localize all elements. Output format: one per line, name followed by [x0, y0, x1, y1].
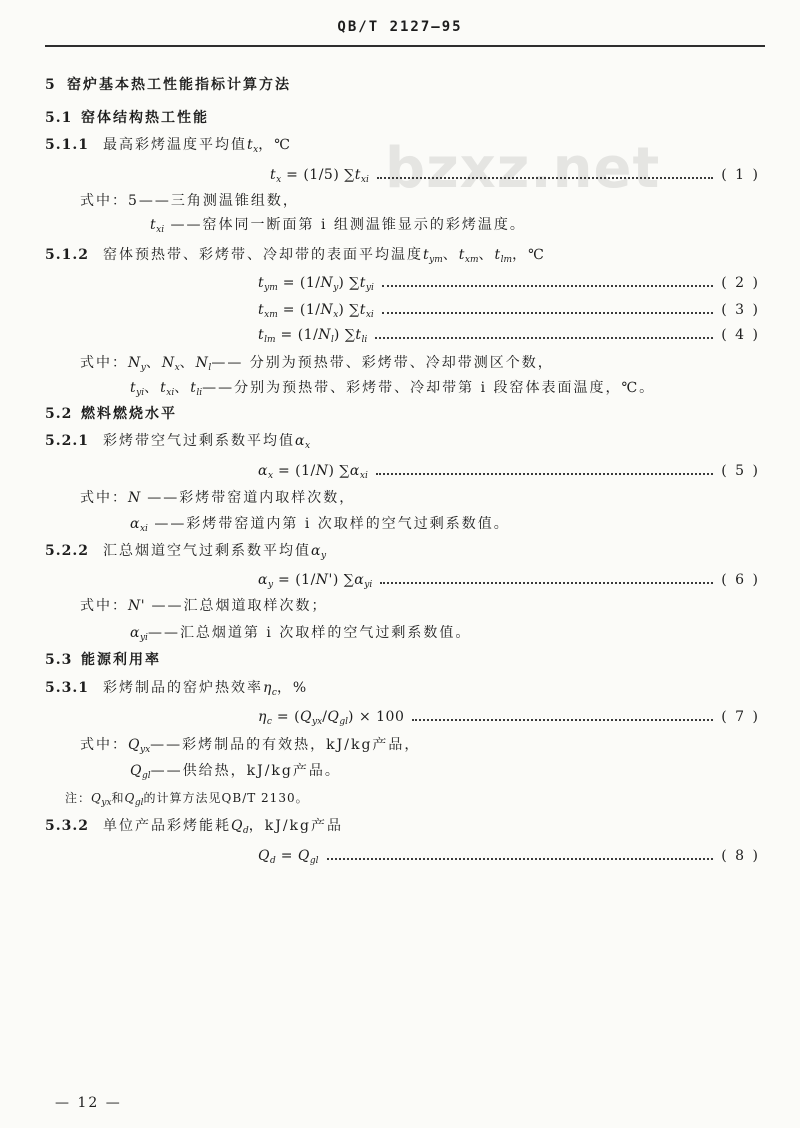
text-run: 单位产品彩烤能耗	[103, 818, 231, 834]
clause-heading-5-3-2	[45, 817, 343, 835]
equation-number: ( 5 )	[721, 463, 760, 479]
clause-number: 5.2.2	[45, 543, 89, 559]
clause-title	[103, 543, 326, 559]
text-run: 、	[144, 380, 161, 396]
section-number: 5.3	[45, 652, 73, 668]
text-run: = (1/5) ∑	[281, 167, 355, 183]
section-title	[81, 652, 161, 668]
math-variable: t	[247, 137, 254, 153]
formula-5	[258, 462, 760, 480]
text-run: = (1/	[273, 572, 316, 588]
math-variable: η	[263, 680, 272, 696]
math-variable: t	[258, 302, 265, 318]
math-variable: N'	[315, 572, 333, 588]
where-label: 式中：	[80, 737, 128, 753]
math-variable: α	[349, 463, 360, 479]
where-label: 式中：	[80, 193, 128, 209]
clause-title	[103, 818, 343, 834]
where-text	[128, 355, 554, 371]
math-subscript: xi	[365, 310, 374, 320]
section-number: 5	[45, 77, 56, 93]
math-subscript: xi	[360, 175, 369, 185]
text-run: 和	[111, 791, 125, 805]
leader-dots	[412, 719, 713, 721]
math-subscript: l	[208, 363, 212, 373]
math-variable: Q	[231, 818, 243, 834]
formula-4	[258, 326, 760, 344]
math-subscript: y	[267, 580, 274, 590]
formula-1	[270, 166, 760, 184]
math-variable: N	[315, 463, 329, 479]
where-line	[80, 354, 554, 372]
math-subscript: li	[361, 335, 368, 345]
section-heading-5-1	[45, 109, 209, 127]
equation-number: ( 8 )	[721, 848, 760, 864]
where-label: 式中：	[80, 598, 128, 614]
text-run: 、	[442, 247, 459, 263]
math-variable: t	[150, 217, 157, 233]
math-variable: Q	[128, 737, 140, 753]
math-variable: t	[494, 247, 501, 263]
note	[65, 789, 309, 807]
math-subscript: yi	[364, 580, 373, 590]
math-variable: N	[318, 327, 332, 343]
text-run: 窑体预热带、彩烤带、冷却带的表面平均温度	[103, 247, 423, 263]
section-heading-5	[45, 76, 291, 94]
math-variable: α	[258, 572, 268, 588]
math-variable: α	[130, 516, 140, 532]
clause-number: 5.3.2	[45, 818, 89, 834]
where-line	[130, 762, 341, 780]
text-run: 窑炉基本热工性能指标计算方法	[67, 77, 291, 93]
text-run: = (1/	[275, 327, 319, 343]
math-variable: N	[195, 355, 209, 371]
text-run: ——彩烤带窑道内第 i 次取样的空气过剩系数值。	[147, 516, 510, 532]
section-title	[81, 406, 177, 422]
text-run: 5——三角测温锥组数，	[128, 193, 299, 209]
equation-number: ( 2 )	[721, 275, 760, 291]
math-subscript: xm	[464, 255, 479, 265]
math-subscript: xm	[264, 310, 278, 320]
text-run: /	[322, 709, 328, 725]
text-run: ，%	[276, 680, 309, 696]
leader-dots	[327, 858, 714, 860]
text-run: ) ∑	[338, 302, 360, 318]
clause-title	[103, 433, 310, 449]
math-subscript: lm	[264, 335, 276, 345]
math-variable: α	[258, 463, 268, 479]
formula-expression	[258, 274, 374, 292]
text-run: 燃料燃烧水平	[81, 406, 177, 422]
clause-heading-5-2-2	[45, 542, 326, 560]
math-variable: t	[258, 275, 265, 291]
where-line	[130, 515, 510, 533]
text-run: ，℃	[512, 247, 546, 263]
math-variable: t	[258, 327, 265, 343]
math-subscript: yi	[136, 388, 145, 398]
math-subscript: gl	[339, 717, 349, 727]
clause-number: 5.2.1	[45, 433, 89, 449]
text-run: = (	[271, 709, 301, 725]
formula-2	[258, 274, 760, 292]
where-line	[130, 379, 655, 397]
math-variable: α	[354, 572, 365, 588]
math-variable: N	[128, 490, 141, 506]
text-run: 的计算方法见QB/T 2130。	[143, 791, 309, 805]
section-title	[81, 110, 209, 126]
math-variable: t	[160, 380, 167, 396]
watermark: bzxz.net	[385, 136, 661, 201]
math-variable: N	[320, 302, 334, 318]
math-subscript: d	[269, 856, 276, 866]
text-run: ——彩烤带窑道内取样次数，	[140, 490, 356, 506]
text-run: ) ∑	[338, 275, 360, 291]
math-subscript: d	[242, 826, 249, 836]
where-text	[128, 598, 328, 614]
math-variable: t	[130, 380, 137, 396]
math-variable: t	[354, 167, 361, 183]
where-text	[128, 490, 355, 506]
math-subscript: yi	[365, 283, 374, 293]
section-number: 5.2	[45, 406, 73, 422]
text-run: ——汇总烟道第 i 次取样的空气过剩系数值。	[147, 625, 472, 641]
equation-number: ( 6 )	[721, 572, 760, 588]
math-variable: Q	[91, 791, 102, 805]
math-variable: Q	[327, 709, 340, 725]
math-subscript: yx	[312, 717, 323, 727]
where-line	[80, 192, 299, 210]
clause-title	[103, 137, 292, 153]
math-subscript: yx	[139, 745, 151, 755]
clause-number: 5.1.2	[45, 247, 89, 263]
math-variable: t	[355, 327, 362, 343]
text-run: = (1/	[273, 463, 316, 479]
section-heading-5-3	[45, 651, 161, 669]
text-run: =	[275, 848, 298, 864]
text-run: 注：	[65, 791, 92, 805]
formula-expression	[270, 166, 369, 184]
where-text	[128, 193, 299, 209]
math-variable: t	[359, 302, 366, 318]
formula-expression	[258, 847, 319, 865]
formula-8	[258, 847, 760, 865]
formula-expression	[258, 708, 404, 726]
math-subscript: gl	[309, 856, 319, 866]
leader-dots	[375, 337, 713, 339]
text-run: 彩烤制品的窑炉热效率	[103, 680, 263, 696]
math-subscript: y	[333, 283, 339, 293]
section-title	[67, 77, 291, 93]
where-line	[130, 624, 471, 642]
formula-expression	[258, 301, 374, 319]
math-subscript: xi	[139, 524, 148, 534]
math-variable: α	[130, 625, 140, 641]
text-run: = (1/	[277, 302, 321, 318]
math-subscript: x	[333, 310, 339, 320]
text-run: ——汇总烟道取样次数；	[145, 598, 328, 614]
math-subscript: gl	[134, 798, 144, 808]
math-subscript: x	[267, 471, 274, 481]
clause-heading-5-1-2	[45, 246, 546, 264]
math-variable: Q	[124, 791, 135, 805]
formula-3	[258, 301, 760, 319]
math-subscript: xi	[359, 471, 368, 481]
math-subscript: l	[331, 335, 334, 345]
math-variable: α	[311, 543, 321, 559]
section-number: 5.1	[45, 110, 73, 126]
formula-expression	[258, 571, 372, 589]
math-subscript: ym	[264, 283, 278, 293]
text-run: ——彩烤制品的有效热，kJ/kg产品，	[150, 737, 421, 753]
where-label: 式中：	[80, 355, 128, 371]
where-line	[80, 489, 355, 507]
math-variable: t	[423, 247, 430, 263]
math-subscript: xi	[156, 225, 165, 235]
math-variable: Q	[300, 709, 313, 725]
math-variable: N	[128, 355, 141, 371]
math-variable: t	[458, 247, 465, 263]
math-subscript: xi	[166, 388, 175, 398]
header-rule	[45, 45, 765, 47]
formula-7	[258, 708, 760, 726]
text-run: 、	[174, 380, 191, 396]
where-line	[80, 736, 420, 754]
leader-dots	[382, 285, 713, 287]
leader-dots	[376, 473, 713, 475]
math-subscript: x	[304, 441, 311, 451]
leader-dots	[382, 312, 713, 314]
text-run: ，℃	[258, 137, 292, 153]
clause-heading-5-2-1	[45, 432, 310, 450]
math-subscript: x	[174, 363, 180, 373]
text-run: 、	[478, 247, 495, 263]
text-run: = (1/	[277, 275, 321, 291]
text-run: 、	[179, 355, 196, 371]
page-number: — 12 —	[55, 1095, 122, 1111]
math-subscript: ym	[429, 255, 443, 265]
where-text	[128, 737, 420, 753]
clause-title	[103, 247, 546, 263]
math-variable: N'	[128, 598, 146, 614]
text-run: 汇总烟道空气过剩系数平均值	[103, 543, 311, 559]
equation-number: ( 1 )	[721, 167, 760, 183]
math-subscript: gl	[141, 771, 151, 781]
math-subscript: c	[271, 688, 277, 698]
math-subscript: yi	[139, 633, 148, 643]
math-variable: t	[270, 167, 277, 183]
math-subscript: x	[253, 145, 259, 155]
text-run: ) ∑	[328, 463, 350, 479]
where-line	[80, 597, 328, 615]
text-run: ——窑体同一断面第 i 组测温锥显示的彩烤温度。	[164, 217, 526, 233]
document-code: QB/T 2127—95	[337, 19, 463, 35]
math-variable: t	[190, 380, 197, 396]
math-variable: t	[359, 275, 366, 291]
where-line	[150, 216, 526, 234]
math-variable: Q	[258, 848, 270, 864]
leader-dots	[380, 582, 713, 584]
text-run: ，kJ/kg产品	[248, 818, 344, 834]
text-run: ——分别为预热带、彩烤带、冷却带第 i 段窑体表面温度，℃。	[202, 380, 656, 396]
clause-title	[103, 680, 308, 696]
math-subscript: lm	[500, 255, 513, 265]
text-run: 彩烤带空气过剩系数平均值	[103, 433, 295, 449]
math-subscript: y	[140, 363, 146, 373]
math-variable: N	[320, 275, 334, 291]
math-variable: Q	[130, 763, 142, 779]
clause-heading-5-3-1	[45, 679, 308, 697]
math-variable: η	[258, 709, 267, 725]
math-variable: Q	[297, 848, 310, 864]
equation-number: ( 4 )	[721, 327, 760, 343]
text-run: ——供给热，kJ/kg产品。	[150, 763, 341, 779]
math-subscript: x	[276, 175, 282, 185]
math-variable: α	[295, 433, 305, 449]
text-run: 窑体结构热工性能	[81, 110, 209, 126]
text-run: —— 分别为预热带、彩烤带、冷却带测区个数，	[211, 355, 554, 371]
clause-heading-5-1-1	[45, 136, 292, 154]
text-run: 最高彩烤温度平均值	[103, 137, 247, 153]
clause-number: 5.1.1	[45, 137, 89, 153]
leader-dots	[377, 177, 713, 179]
math-subscript: y	[320, 551, 327, 561]
section-heading-5-2	[45, 405, 177, 423]
where-label: 式中：	[80, 490, 128, 506]
text-run: ) ∑	[332, 572, 355, 588]
math-subscript: c	[266, 717, 272, 727]
equation-number: ( 3 )	[721, 302, 760, 318]
formula-6	[258, 571, 760, 589]
math-subscript: yx	[101, 798, 112, 808]
text-run: ) ∑	[333, 327, 356, 343]
formula-expression	[258, 326, 367, 344]
text-run: 、	[145, 355, 162, 371]
text-run: 能源利用率	[81, 652, 161, 668]
math-subscript: li	[196, 388, 203, 398]
text-run: ) × 100	[348, 709, 405, 725]
math-variable: N	[161, 355, 175, 371]
clause-number: 5.3.1	[45, 680, 89, 696]
equation-number: ( 7 )	[721, 709, 760, 725]
formula-expression	[258, 462, 368, 480]
